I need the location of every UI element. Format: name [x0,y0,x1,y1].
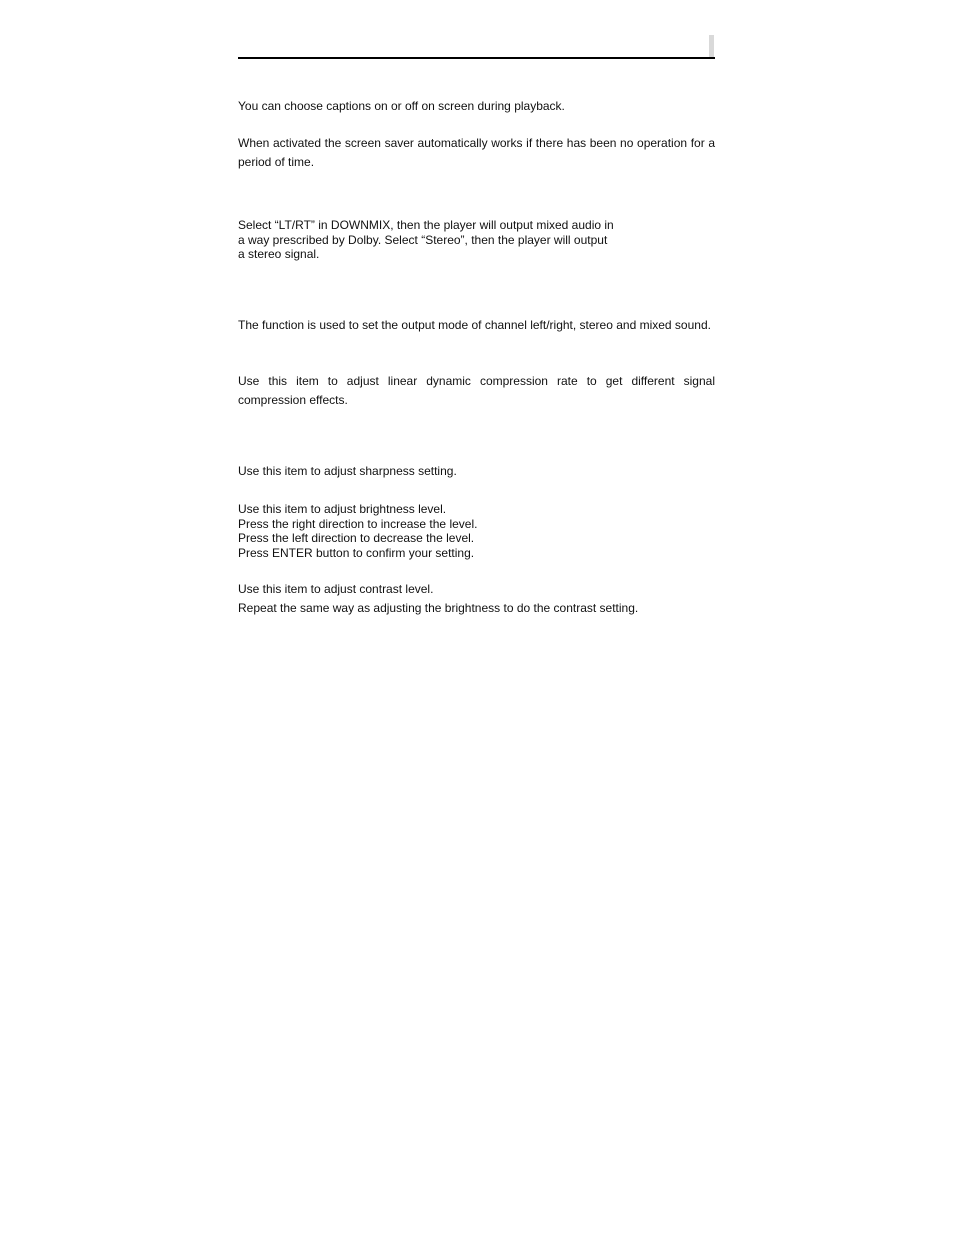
captions-text: You can choose captions on or off on screen during playback. [238,99,565,113]
downmix-line: a stereo signal. [238,247,320,261]
contrast-line: Use this item to adjust contrast level. [238,582,434,596]
header-rule [238,57,715,59]
page-edge-tab [709,35,714,57]
contrast-text [238,580,715,618]
downmix-line: a way prescribed by Dolby. Select “Stereo”, then the player will output [238,232,608,247]
brightness-line: Press the right direction to increase the level. [238,516,478,531]
output-mode-text: The function is used to set the output mode of channel left/right, stereo and mixed sound. [238,318,711,332]
screen-saver-text: When activated the screen saver automatically works if there has been no operation for a period of time. [238,136,715,169]
brightness-line: Use this item to adjust brightness level. [238,502,447,516]
downmix-line: Select “LT/RT” in DOWNMIX, then the player will output mixed audio in [238,218,614,232]
downmix-text [238,218,715,262]
brightness-line: Press the left direction to decrease the level. [238,531,475,545]
brightness-text [238,502,715,560]
compression-text: Use this item to adjust linear dynamic compression rate to get different signal compression effects. [238,374,715,407]
contrast-line: Repeat the same way as adjusting the brightness to do the contrast setting. [238,601,639,615]
brightness-line: Press ENTER button to confirm your setting. [238,545,475,560]
sharpness-text: Use this item to adjust sharpness setting. [238,464,457,478]
